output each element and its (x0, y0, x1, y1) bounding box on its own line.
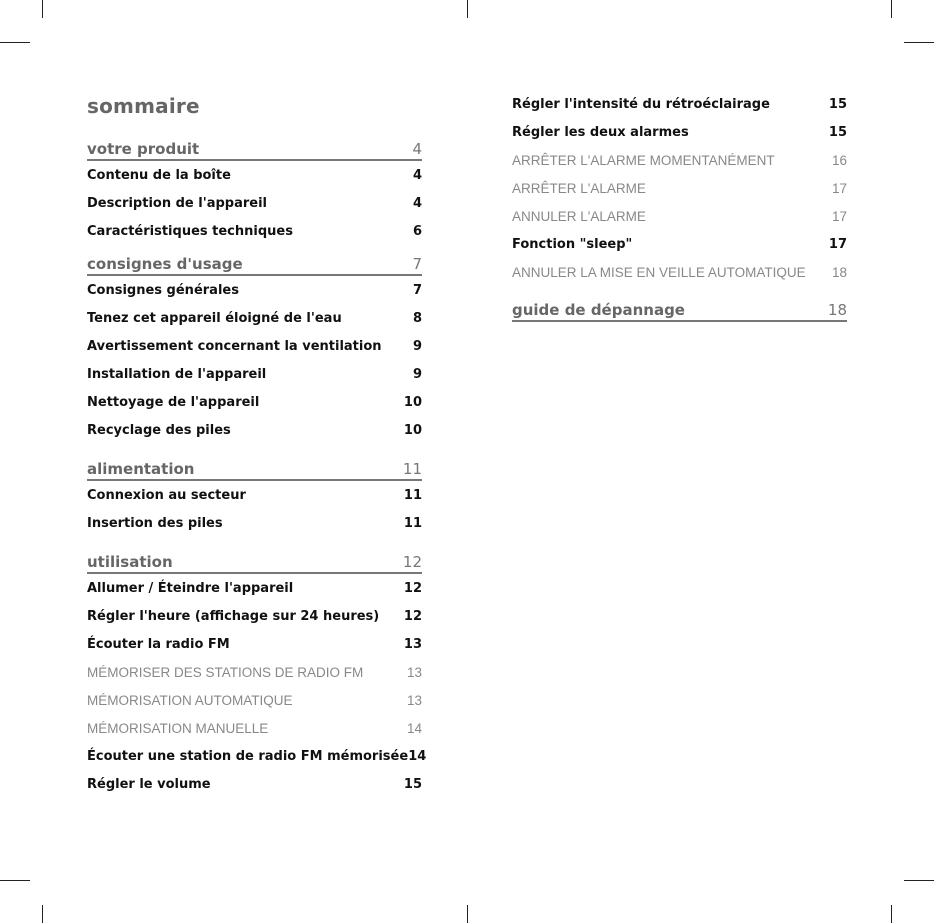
toc-entry[interactable] (87, 606, 422, 626)
toc-page-number: 7 (412, 255, 422, 273)
toc-label: ANNULER L'ALARME (512, 208, 646, 224)
toc-entry[interactable] (87, 774, 422, 794)
toc-subentry[interactable] (512, 150, 847, 170)
toc-subentry[interactable] (512, 206, 847, 226)
toc-label: Contenu de la boîte (87, 167, 231, 183)
toc-entry[interactable] (87, 165, 422, 185)
section-heading[interactable] (512, 297, 847, 322)
toc-label: consignes d'usage (87, 255, 243, 273)
crop-mark (467, 905, 468, 923)
toc-subentry[interactable] (512, 262, 847, 282)
toc-label: Consignes générales (87, 282, 239, 298)
toc-page-number: 18 (827, 301, 847, 319)
toc-entry[interactable] (87, 634, 422, 654)
toc-page-number: 14 (406, 720, 422, 736)
section-heading[interactable] (87, 136, 422, 161)
toc-page-number: 11 (402, 460, 422, 478)
toc-entry[interactable] (87, 392, 422, 412)
toc-page-number: 11 (403, 487, 422, 503)
toc-subentry[interactable] (512, 178, 847, 198)
crop-mark (42, 0, 43, 18)
toc-page-number: 9 (412, 366, 422, 382)
toc-label: Régler le volume (87, 776, 211, 792)
toc-entry[interactable] (87, 221, 422, 241)
toc-page-number: 13 (406, 692, 422, 708)
toc-page-number: 10 (403, 422, 422, 438)
toc-label: Insertion des piles (87, 515, 223, 531)
section-heading[interactable] (87, 251, 422, 276)
section-heading[interactable] (87, 456, 422, 481)
toc-label: MÉMORISER DES STATIONS DE RADIO FM (87, 664, 364, 680)
toc-page-number: 15 (403, 776, 422, 792)
toc-entry[interactable] (87, 485, 422, 505)
crop-mark (891, 905, 892, 923)
toc-subentry[interactable] (87, 662, 422, 682)
toc-label: Écouter la radio FM (87, 636, 230, 652)
toc-label: Régler l'heure (affichage sur 24 heures) (87, 608, 380, 624)
toc-page-number: 13 (403, 636, 422, 652)
toc-label: votre produit (87, 140, 200, 158)
toc-label: Allumer / Éteindre l'appareil (87, 580, 294, 596)
toc-page-number: 7 (412, 282, 422, 298)
toc-label: Écouter une station de radio FM mémorisée (87, 748, 409, 764)
toc-entry[interactable] (87, 280, 422, 300)
toc-page-number: 15 (828, 96, 847, 112)
toc-label: Avertissement concernant la ventilation (87, 338, 382, 354)
toc-page-number: 13 (406, 664, 422, 680)
toc-entry[interactable] (87, 746, 427, 766)
crop-mark (904, 42, 934, 43)
toc-page-number: 11 (403, 515, 422, 531)
toc-subentry[interactable] (87, 690, 422, 710)
toc-page-number: 17 (831, 180, 847, 196)
toc-entry[interactable] (87, 364, 422, 384)
toc-label: MÉMORISATION MANUELLE (87, 720, 269, 736)
toc-label: ANNULER LA MISE EN VEILLE AUTOMATIQUE (512, 264, 806, 280)
toc-page-number: 12 (402, 553, 422, 571)
crop-mark (42, 905, 43, 923)
toc-page-number: 4 (412, 167, 422, 183)
toc-page-number: 15 (828, 124, 847, 140)
toc-page-number: 9 (412, 338, 422, 354)
toc-page-number: 18 (831, 264, 847, 280)
toc-page-number: 6 (412, 223, 422, 239)
toc-page-number: 16 (831, 152, 847, 168)
page-title: sommaire (87, 94, 200, 118)
toc-label: guide de dépannage (512, 301, 685, 319)
toc-entry[interactable] (87, 193, 422, 213)
toc-page-number: 17 (828, 236, 847, 252)
toc-label: Installation de l'appareil (87, 366, 267, 382)
toc-label: utilisation (87, 553, 173, 571)
crop-mark (0, 42, 30, 43)
crop-mark (467, 0, 468, 18)
toc-label: MÉMORISATION AUTOMATIQUE (87, 692, 293, 708)
toc-page-number: 12 (403, 608, 422, 624)
toc-entry[interactable] (87, 513, 422, 533)
toc-label: Nettoyage de l'appareil (87, 394, 260, 410)
toc-entry[interactable] (512, 122, 847, 142)
toc-page-number: 17 (831, 208, 847, 224)
toc-label: Connexion au secteur (87, 487, 246, 503)
toc-label: Recyclage des piles (87, 422, 231, 438)
toc-page-number: 8 (412, 310, 422, 326)
toc-entry[interactable] (512, 234, 847, 254)
crop-mark (904, 880, 934, 881)
toc-entry[interactable] (87, 578, 422, 598)
toc-label: Régler les deux alarmes (512, 124, 689, 140)
crop-mark (891, 0, 892, 18)
toc-page-number: 10 (403, 394, 422, 410)
toc-label: Régler l'intensité du rétroéclairage (512, 96, 770, 112)
toc-page-number: 12 (403, 580, 422, 596)
toc-label: Description de l'appareil (87, 195, 267, 211)
toc-label: alimentation (87, 460, 195, 478)
toc-label: Tenez cet appareil éloigné de l'eau (87, 310, 342, 326)
toc-label: Caractéristiques techniques (87, 223, 293, 239)
crop-mark (0, 880, 30, 881)
toc-entry[interactable] (87, 420, 422, 440)
toc-entry[interactable] (87, 336, 422, 356)
toc-page-number: 4 (412, 195, 422, 211)
toc-subentry[interactable] (87, 718, 422, 738)
section-heading[interactable] (87, 549, 422, 574)
toc-page-number: 14 (408, 748, 427, 764)
toc-entry[interactable] (87, 308, 422, 328)
toc-entry[interactable] (512, 94, 847, 114)
toc-label: ARRÊTER L'ALARME MOMENTANÉMENT (512, 152, 775, 168)
toc-page-number: 4 (412, 140, 422, 158)
toc-label: Fonction "sleep" (512, 236, 633, 252)
toc-label: ARRÊTER L'ALARME (512, 180, 646, 196)
